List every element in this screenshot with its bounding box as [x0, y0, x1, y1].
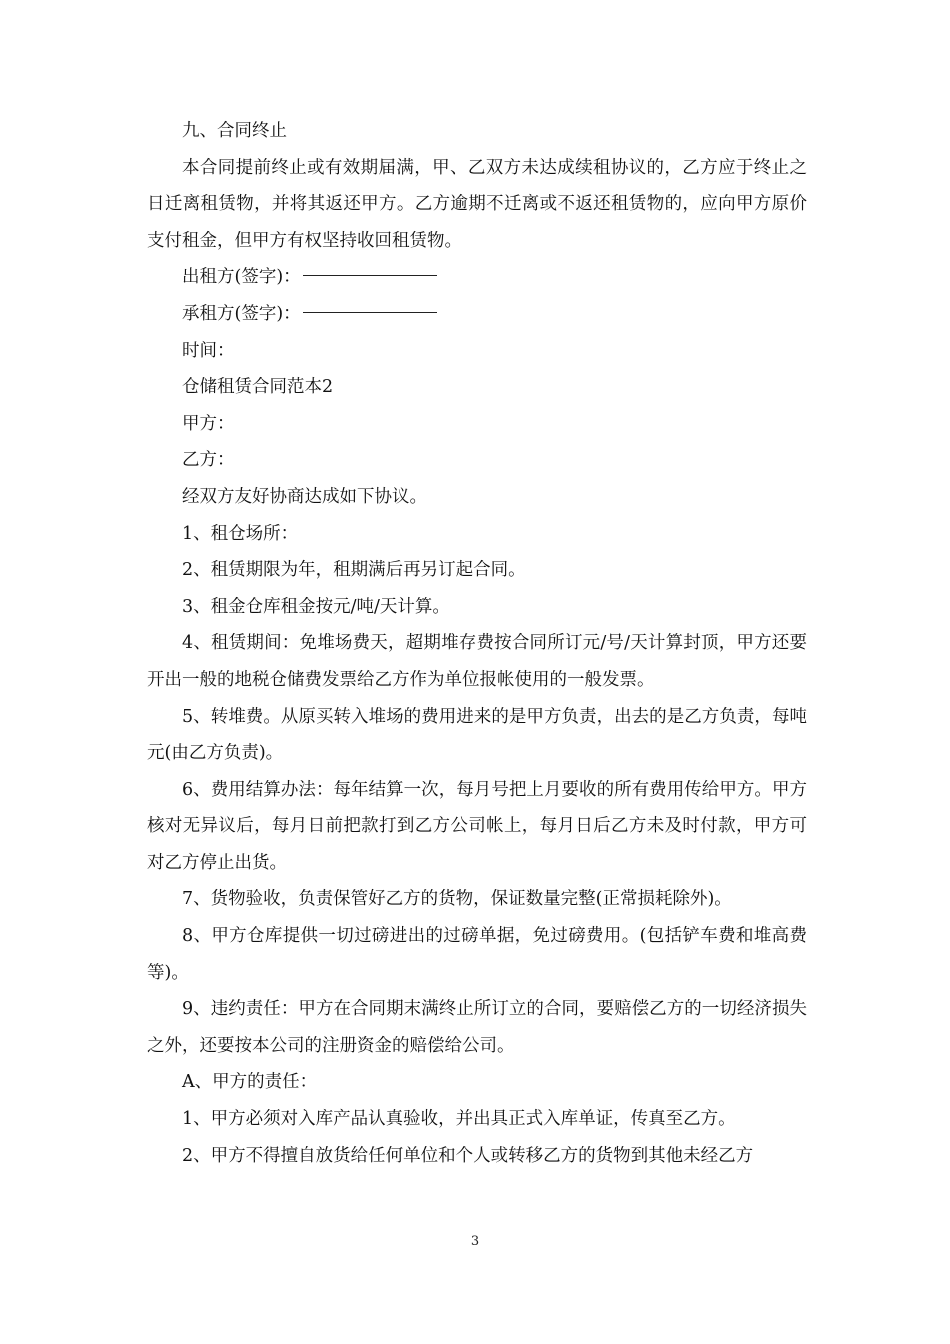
- lessor-signature-blank: [303, 274, 437, 276]
- document-body: [147, 113, 807, 1174]
- lessor-signature-label: 出租方(签字)：: [182, 267, 301, 288]
- signature-line-lessor: [147, 259, 807, 296]
- date-line: 时间：: [182, 340, 235, 361]
- clause-4-lease-period: 4、租赁期间：免堆场费天，超期堆存费按合同所订元/号/天计算封顶，甲方还要开出一般的地税仓储费发票给乙方作为单位报帐使用的一般发票。: [147, 633, 807, 690]
- section-party-a-responsibilities: A、甲方的责任：: [182, 1072, 318, 1093]
- clause-6-settlement: 6、费用结算办法：每年结算一次，每月号把上月要收的所有费用传给甲方。甲方核对无异议后，每月日前把款打到乙方公司帐上，每月日后乙方未及时付款，甲方可对乙方停止出货。: [147, 779, 807, 873]
- party-b-line: 乙方：: [182, 450, 235, 471]
- clause-9-liability: 9、违约责任：甲方在合同期末满终止所订立的合同，要赔偿乙方的一切经济损失之外，还要按本公司的注册资金的赔偿给公司。: [147, 999, 807, 1056]
- responsibility-1: 1、甲方必须对入库产品认真验收，并出具正式入库单证，传真至乙方。: [182, 1109, 736, 1130]
- clause-7-inspection: 7、货物验收，负责保管好乙方的货物，保证数量完整(正常损耗除外)。: [182, 889, 732, 910]
- lessee-signature-label: 承租方(签字)：: [182, 303, 301, 324]
- lessee-signature-blank: [303, 311, 437, 313]
- clause-8-weighing: 8、甲方仓库提供一切过磅进出的过磅单据，免过磅费用。(包括铲车费和堆高费等)。: [147, 926, 807, 983]
- clause-1-location: 1、租仓场所：: [182, 523, 299, 544]
- signature-line-lessee: [147, 296, 807, 333]
- responsibility-2: 2、甲方不得擅自放货给任何单位和个人或转移乙方的货物到其他未经乙方: [182, 1145, 754, 1166]
- clause-2-term: 2、租赁期限为年，租期满后再另订起合同。: [182, 560, 526, 581]
- paragraph-termination-terms: 本合同提前终止或有效期届满，甲、乙双方未达成续租协议的，乙方应于终止之日迁离租赁物，并将其返还甲方。乙方逾期不迁离或不返还租赁物的，应向甲方原价支付租金，但甲方有权坚持收回租赁物。: [147, 157, 807, 251]
- page-number: 3: [470, 1234, 480, 1249]
- party-a-line: 甲方：: [182, 413, 235, 434]
- template-title: 仓储租赁合同范本2: [182, 377, 334, 398]
- agreement-intro: 经双方友好协商达成如下协议。: [182, 486, 427, 507]
- clause-5-transfer-fee: 5、转堆费。从原买转入堆场的费用进来的是甲方负责，出去的是乙方负责，每吨元(由乙方负责)。: [147, 706, 807, 764]
- section-heading-termination: 九、合同终止: [182, 121, 287, 141]
- clause-3-rent: 3、租金仓库租金按元/吨/天计算。: [182, 596, 450, 617]
